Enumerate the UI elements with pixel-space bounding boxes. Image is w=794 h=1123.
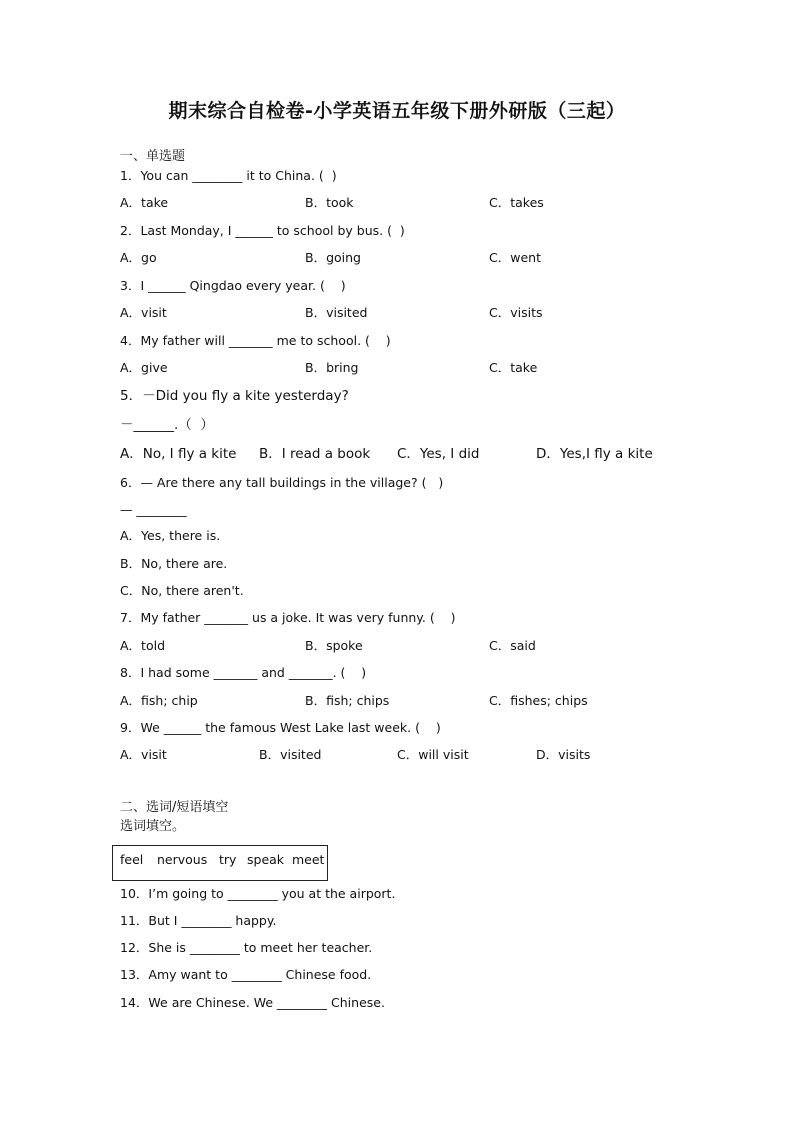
- section-heading-word-fill: 二、选词/短语填空: [120, 800, 229, 815]
- question-7-option-c: C．said: [489, 638, 536, 653]
- question-9-option-a: A．visit: [120, 747, 167, 762]
- word-bank-box: [112, 845, 328, 881]
- question-6-answer-line: — ________: [120, 502, 187, 517]
- question-2-option-a: A．go: [120, 250, 157, 265]
- question-5-option-c: C．Yes, I did: [397, 446, 480, 462]
- question-5-answer-line: －______.（ ）: [120, 417, 214, 433]
- question-1-option-b: B．took: [305, 195, 354, 210]
- question-11: 11．But I ________ happy.: [120, 913, 277, 928]
- question-13: 13．Amy want to ________ Chinese food.: [120, 967, 372, 982]
- question-5-option-d: D．Yes,I fly a kite: [536, 446, 653, 462]
- question-1-stem: 1．You can ________ it to China. ( ): [120, 168, 337, 183]
- word-bank-word: speak: [247, 852, 285, 867]
- question-4-option-b: B．bring: [305, 360, 359, 375]
- question-6-option-b: B．No, there are.: [120, 556, 228, 571]
- question-2-stem: 2．Last Monday, I ______ to school by bus. ( ): [120, 223, 405, 238]
- question-8-option-c: C．fishes; chips: [489, 693, 588, 708]
- question-4-option-c: C．take: [489, 360, 538, 375]
- question-3-stem: 3．I ______ Qingdao every year. ( ): [120, 278, 346, 293]
- question-3-option-b: B．visited: [305, 305, 368, 320]
- question-2-option-b: B．going: [305, 250, 361, 265]
- section-heading-single-choice: 一、单选题: [120, 149, 186, 164]
- question-12: 12．She is ________ to meet her teacher.: [120, 940, 373, 955]
- question-14: 14．We are Chinese. We ________ Chinese.: [120, 995, 385, 1010]
- question-4-stem: 4．My father will _______ me to school. ( ): [120, 333, 391, 348]
- word-bank-word: feel: [120, 852, 144, 867]
- question-9-option-c: C．will visit: [397, 747, 469, 762]
- question-5-option-a: A．No, I fly a kite: [120, 446, 237, 462]
- question-6-stem: 6．— Are there any tall buildings in the village? ( ): [120, 475, 444, 490]
- question-9-option-b: B．visited: [259, 747, 322, 762]
- question-6-option-a: A．Yes, there is.: [120, 528, 221, 543]
- question-1-option-a: A．take: [120, 195, 169, 210]
- question-5-option-b: B．I read a book: [259, 446, 371, 462]
- question-6-option-c: C．No, there aren't.: [120, 583, 244, 598]
- question-7-option-b: B．spoke: [305, 638, 363, 653]
- question-9-stem: 9．We ______ the famous West Lake last week. ( ): [120, 720, 441, 735]
- question-8-stem: 8．I had some _______ and _______. ( ): [120, 665, 367, 680]
- word-bank-word: meet: [292, 852, 325, 867]
- word-bank-word: try: [219, 852, 237, 867]
- question-7-stem: 7．My father _______ us a joke. It was very funny. ( ): [120, 610, 456, 625]
- question-7-option-a: A．told: [120, 638, 166, 653]
- question-10: 10．I’m going to ________ you at the airport.: [120, 886, 396, 901]
- question-4-option-a: A．give: [120, 360, 168, 375]
- word-bank-word: nervous: [157, 852, 208, 867]
- question-1-option-c: C．takes: [489, 195, 544, 210]
- question-5-stem: 5．－Did you fly a kite yesterday?: [120, 388, 349, 404]
- question-3-option-a: A．visit: [120, 305, 167, 320]
- question-9-option-d: D．visits: [536, 747, 591, 762]
- question-2-option-c: C．went: [489, 250, 541, 265]
- page-title: 期末综合自检卷-小学英语五年级下册外研版（三起）: [168, 100, 626, 122]
- question-8-option-a: A．fish; chip: [120, 693, 198, 708]
- question-3-option-c: C．visits: [489, 305, 543, 320]
- section-instruction: 选词填空。: [120, 819, 186, 834]
- question-8-option-b: B．fish; chips: [305, 693, 390, 708]
